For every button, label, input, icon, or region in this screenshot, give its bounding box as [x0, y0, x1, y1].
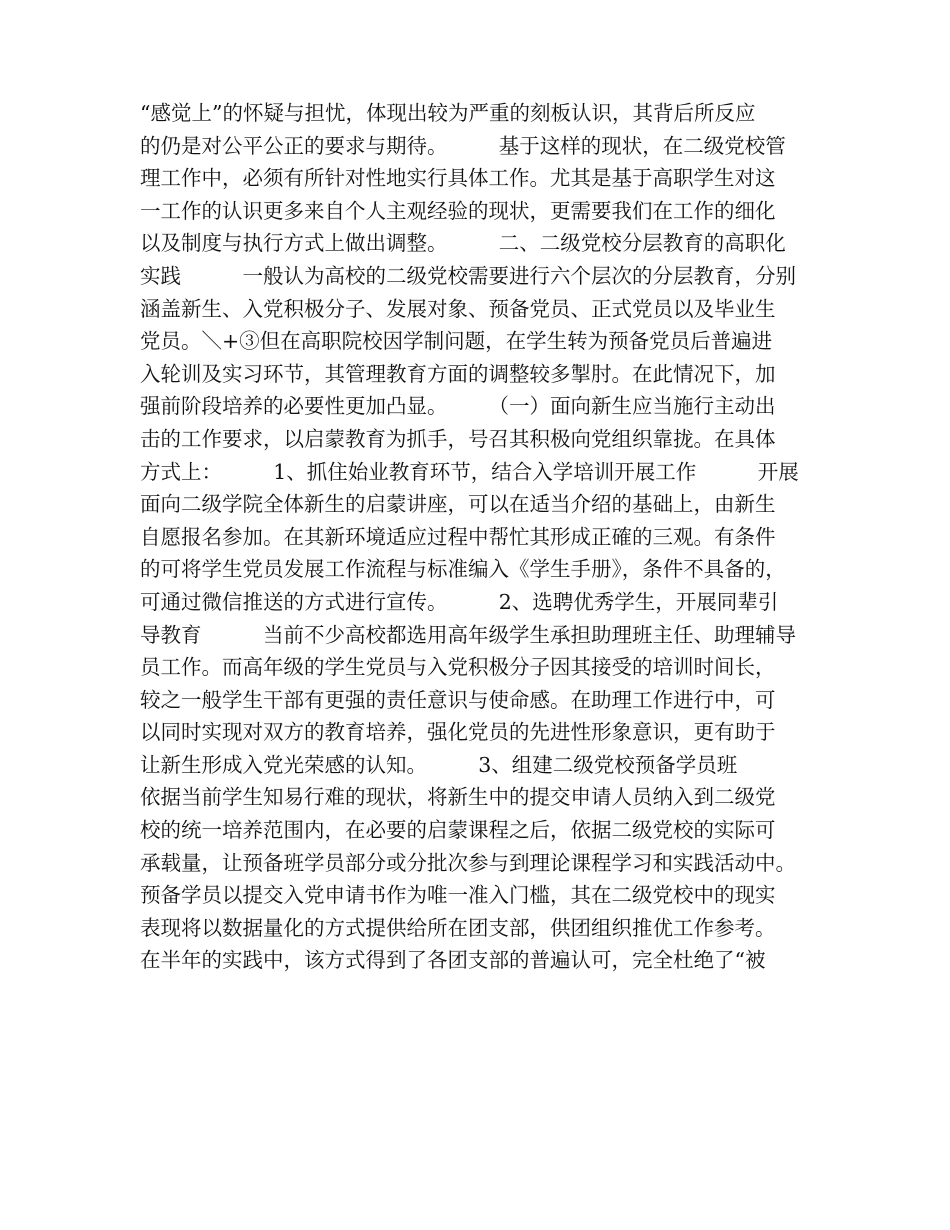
text-line: 表现将以数据量化的方式提供给所在团支部，供团组织推优工作参考。: [140, 915, 776, 940]
text-line: 涵盖新生、入党积极分子、发展对象、预备党员、正式党员以及毕业生: [140, 296, 776, 321]
text-line: 一工作的认识更多来自个人主观经验的现状，更需要我们在工作的细化: [140, 198, 776, 223]
text-line: 击的工作要求，以启蒙教育为抓手，号召其积极向党组织靠拢。在具体: [140, 426, 776, 451]
text-line: 在半年的实践中，该方式得到了各团支部的普遍认可，完全杜绝了“被: [140, 948, 766, 973]
text-line: 预备学员以提交入党申请书作为唯一准入门槛，其在二级党校中的现实: [140, 883, 776, 908]
text-line: 党员。＼+③但在高职院校因学制问题，在学生转为预备党员后普遍进: [140, 329, 773, 354]
text-line: 可通过微信推送的方式进行宣传。 2、选聘优秀学生，开展同辈引: [140, 589, 779, 614]
body-text: [140, 97, 830, 977]
text-line: 让新生形成入党光荣感的认知。 3、组建二级党校预备学员班: [140, 752, 738, 777]
text-line: 实践 一般认为高校的二级党校需要进行六个层次的分层教育，分别: [140, 263, 796, 288]
text-line: 强前阶段培养的必要性更加凸显。 （一）面向新生应当施行主动出: [140, 394, 776, 419]
text-line: 面向二级学院全体新生的启蒙讲座，可以在适当介绍的基础上，由新生: [140, 492, 776, 517]
text-line: 入轮训及实习环节，其管理教育方面的调整较多掣肘。在此情况下，加: [140, 361, 776, 386]
text-line: 理工作中，必须有所针对性地实行具体工作。尤其是基于高职学生对这: [140, 166, 776, 191]
text-line: 的可将学生党员发展工作流程与标准编入《学生手册》，条件不具备的，: [140, 557, 786, 582]
text-line: 员工作。而高年级的学生党员与入党积极分子因其接受的培训时间长，: [140, 655, 776, 680]
text-line: 以同时实现对双方的教育培养，强化党员的先进性形象意识，更有助于: [140, 720, 776, 745]
text-line: 以及制度与执行方式上做出调整。 二、二级党校分层教育的高职化: [140, 231, 786, 256]
text-line: 自愿报名参加。在其新环境适应过程中帮忙其形成正確的三观。有条件: [140, 524, 776, 549]
text-line: “感觉上”的怀疑与担忧，体现出较为严重的刻板认识，其背后所反应: [140, 101, 756, 125]
text-line: 依据当前学生知易行难的现状，将新生中的提交申请人员纳入到二级党: [140, 785, 776, 810]
text-line: 导教育 当前不少高校都选用高年级学生承担助理班主任、助理辅导: [140, 622, 796, 647]
text-line: 方式上： 1、抓住始业教育环节，结合入学培训开展工作 开展: [140, 459, 799, 484]
text-line: 校的统一培养范围内，在必要的启蒙课程之后，依据二级党校的实际可: [140, 818, 776, 843]
text-line: 的仍是对公平公正的要求与期待。 基于这样的现状，在二级党校管: [140, 133, 786, 158]
text-line: 较之一般学生干部有更强的责任意识与使命感。在助理工作进行中，可: [140, 687, 776, 712]
text-line: 承载量，让预备班学员部分或分批次参与到理论课程学习和实践活动中。: [140, 850, 796, 875]
